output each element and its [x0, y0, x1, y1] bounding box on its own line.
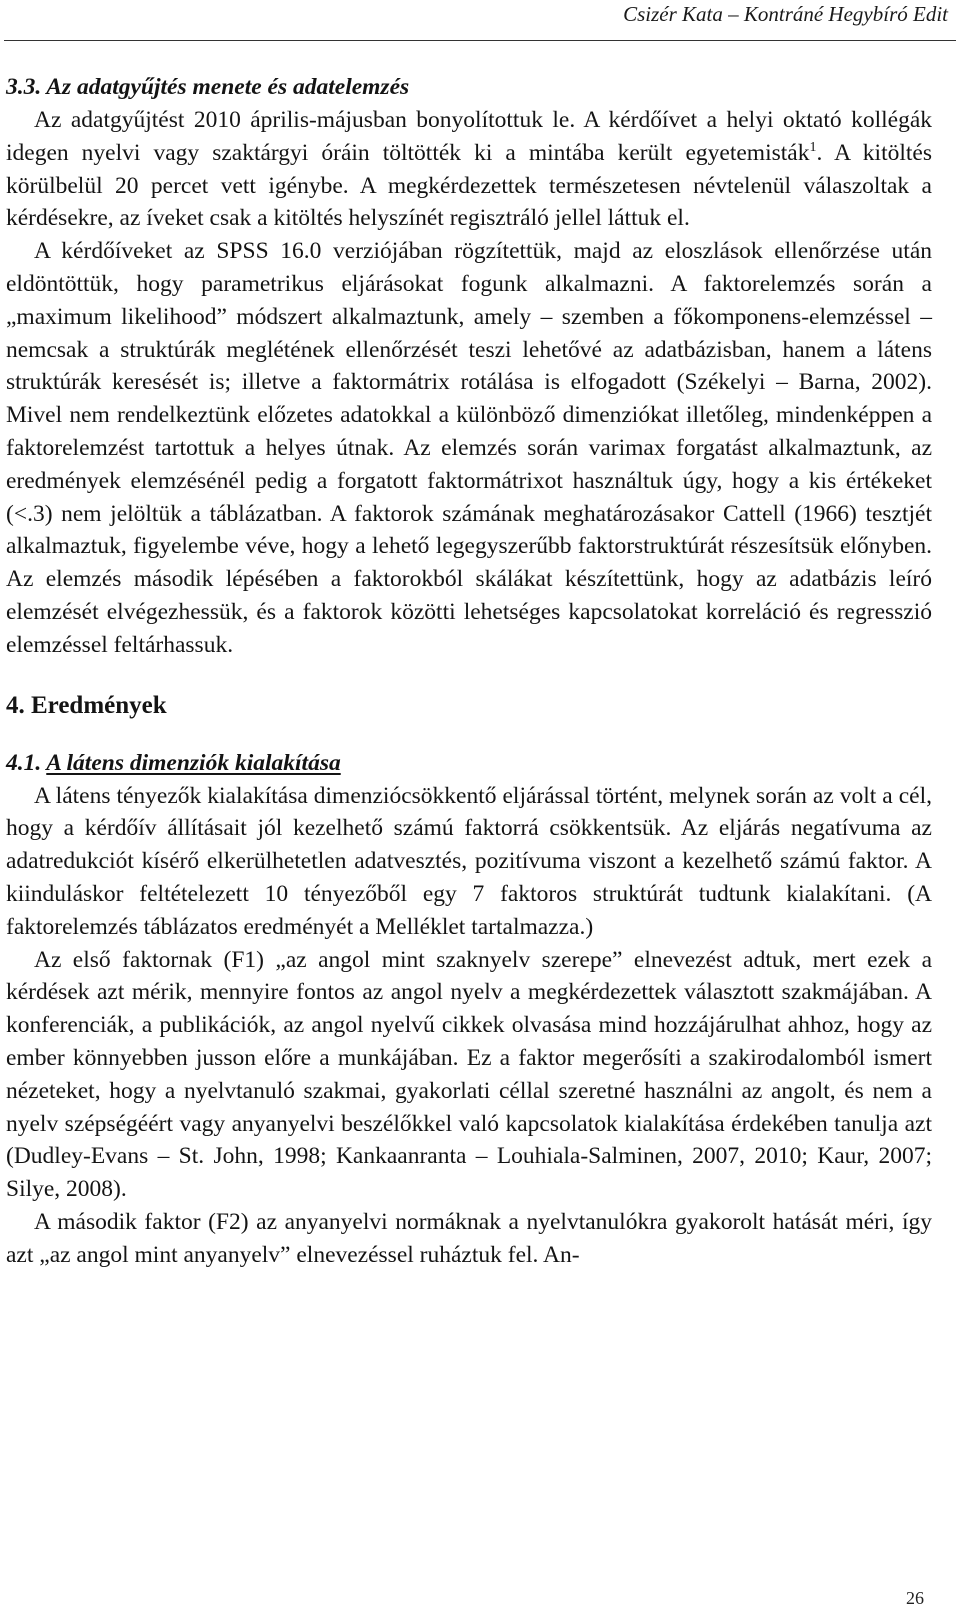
paragraph-text: Az adatgyűjtést 2010 április-májusban bonyolítottuk le. A kérdőívet a helyi oktató kollégák idegen nyelvi vagy szaktárgyi óráin töltötték ki a mintába került egyetemisták — [6, 107, 932, 166]
footnote-marker[interactable]: 1 — [809, 139, 817, 155]
paragraph-factor-2: A második faktor (F2) az anyanyelvi normáknak a nyelvtanulókra gyakorolt hatását méri, így azt „az angol mint anyanyelv” elnevezéssel ruháztuk fel. An- — [6, 1208, 932, 1268]
page-number: 26 — [906, 1588, 924, 1608]
section-heading-3-3: 3.3. Az adatgyűjtés menete és adatelemzés — [6, 74, 410, 100]
section-title: A látens dimenziók kialakítása — [46, 749, 341, 776]
spacer — [6, 724, 932, 746]
section-heading-4: 4. Eredmények — [6, 691, 167, 719]
section-number: 4.1. — [6, 749, 42, 776]
paragraph-analysis: A kérdőíveket az SPSS 16.0 verziójában rögzítettük, majd az eloszlások ellenőrzése után eldöntöttük, hogy parametrikus eljárásokat fogunk alkalmazni. A faktorelemzés során a „maximum likelihood” módszert alkalmaztunk, amely – szemben a főkomponens-elemzéssel – nemcsak a struktúrák meglétének ellenőrzését teszi lehetővé az adatbázisban, hanem a látens struktúrák keresését is; illetve a faktormátrix rotálása is elfogadott (Székelyi – Barna, 2002). Mivel nem rendelkeztünk előzetes adatokkal a különböző dimenziókat illetőleg, mindenképpen a faktorelemzést tartottuk a helyes útnak. Az elemzés során varimax forgatást alkalmaztunk, az eredmények elemzésénél pedig a forgatott faktormátrixot használtuk úgy, hogy a kis értékeket (<.3) nem jelöltük a táblázatban. A faktorok számának meghatározásakor Cattell (1966) tesztjét alkalmaztuk, figyelembe véve, hogy a lehető legegyszerűbb faktorstruktúrát részesítsük előnyben. Az elemzés második lépésében a faktorokból skálákat készítettünk, hogy az adatbázis leíró elemzését elvégezhessük, és a faktorok közötti lehetséges kapcsolatokat korreláció és regresszió elemzéssel feltárhassuk. — [6, 238, 932, 658]
paragraph-data-collection — [6, 104, 932, 235]
running-header: Csizér Kata – Kontráné Hegybíró Edit — [623, 2, 948, 26]
header-rule — [4, 40, 956, 41]
paragraph-latent-dimensions: A látens tényezők kialakítása dimenziócsökkentő eljárással történt, melynek során az volt a cél, hogy a kérdőív állításait jól kezelhető számú faktorrá csökkentsük. Az eljárás negatívuma az adatredukciót kísérő elkerülhetetlen adatvesztés, pozitívuma viszont a kezelhető számú faktor. A kiinduláskor feltételezett 10 tényezőből egy 7 faktoros struktúrát tudtunk kialakítani. (A faktorelemzés táblázatos eredményét a Melléklet tartalmazza.) — [6, 782, 932, 940]
page-body — [6, 70, 932, 1272]
section-heading-4-1 — [6, 746, 932, 780]
spacer — [6, 662, 932, 688]
paragraph-factor-1: Az első faktornak (F1) „az angol mint szaknyelv szerepe” elnevezést adtuk, mert ezek a kérdések azt mérik, mennyire fontos az angol nyelv a megkérdezettek választott szakmájában. A konferenciák, a publikációk, az angol nyelvű cikkek olvasása mind hozzájárulhat ahhoz, hogy az ember könnyebben jusson előre a munkájában. Ez a faktor megerősíti a szakirodalomból ismert nézeteket, hogy a nyelvtanuló szakmai, gyakorlati céllal szeretné használni az angolt, és nem a nyelv szépségéért vagy anyanyelvi beszélőkkel való kapcsolatok kialakítása érdekében tanulja azt (Dudley-Evans – St. John, 1998; Kankaanranta – Louhiala-Salminen, 2007, 2010; Kaur, 2007; Silye, 2008). — [6, 946, 932, 1203]
paragraph-text-continued: . A kitöltés körülbelül 20 percet vett igénybe. A megkérdezettek természetesen névtelenül válaszoltak a kérdésekre, az íveket csak a kitöltés helyszínét regisztráló jellel láttuk el. — [6, 139, 932, 232]
